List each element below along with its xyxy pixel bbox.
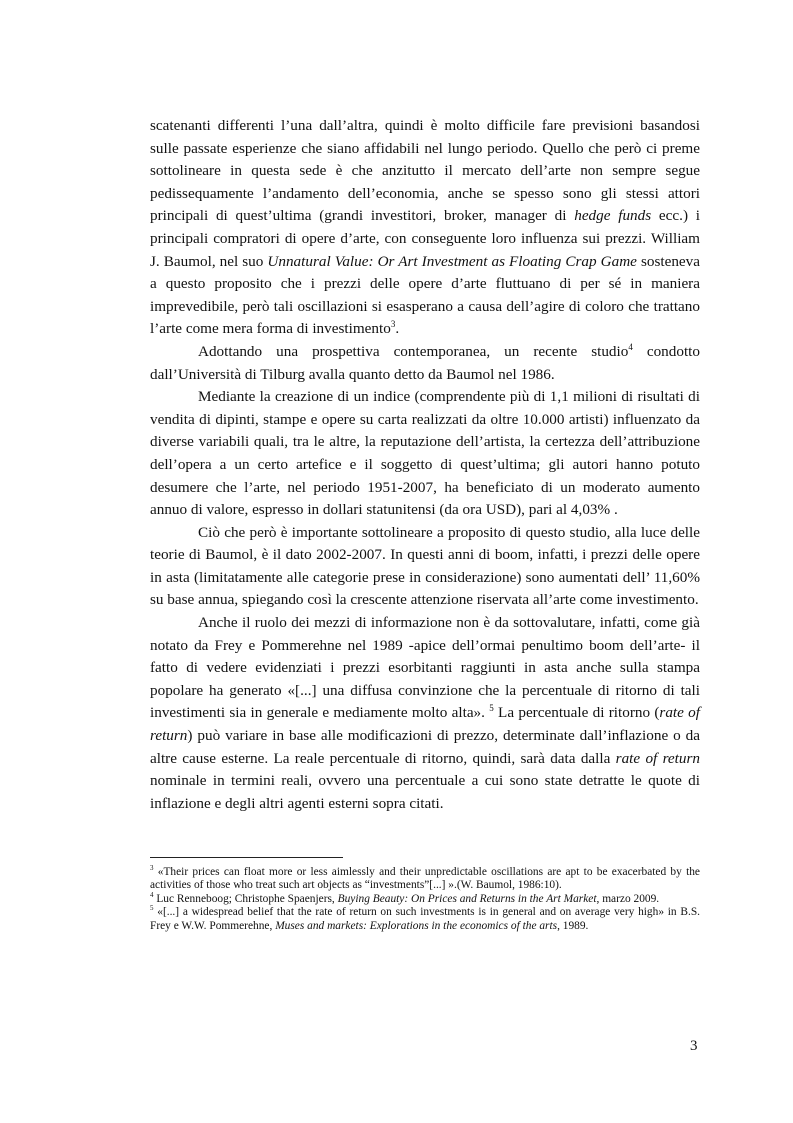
italic-text: rate of return: [615, 749, 700, 767]
footnote-ref: 5: [150, 904, 154, 913]
italic-text: rate of return: [150, 704, 700, 745]
text-run: ecc.) i principali compratori di opere d’arte, con conseguente loro influenza sui prezzi. William J. Baumol, nel suo: [150, 207, 700, 270]
text-run: , 1989.: [557, 919, 589, 932]
footnote: [150, 906, 700, 933]
footnote-ref: 5: [489, 703, 494, 714]
footnote: [150, 866, 700, 893]
text-run: La percentuale di ritorno (: [493, 704, 660, 722]
text-run: condotto dall’Università di Tilburg avalla quanto detto da Baumol nel 1986.: [150, 342, 700, 383]
paragraph: [150, 115, 700, 341]
footnote-ref: 4: [150, 891, 154, 900]
footnotes: [150, 866, 700, 933]
paragraph: [150, 341, 700, 386]
text-run: .: [395, 320, 400, 338]
page-number: 3: [690, 1038, 698, 1054]
footnote-ref: 4: [628, 341, 633, 352]
text-run: «Their prices can float more or less aimlessly and their unpredictable oscillations are apt to be exacerbated by the activities of those who treat such art objects as “investments”[...] ».(W. Baumol, 1986:10).: [150, 866, 700, 892]
italic-text: hedge funds: [574, 207, 652, 225]
text-run: Ciò che però è importante sottolineare a proposito di questo studio, alla luce delle teorie di Baumol, è il dato 2002-2007. In questi anni di boom, infatti, i prezzi delle opere in asta (limitatamente alle categorie prese in considerazione) sono aumentati dell’ 11,60% su base annua, spiegando così la crescente attenzione riservata all’arte come investimento.: [150, 523, 700, 609]
text-run: Luc Renneboog; Christophe Spaenjers,: [153, 892, 338, 905]
text-run: Adottando una prospettiva contemporanea, un recente studio: [198, 342, 629, 360]
text-run: scatenanti differenti l’una dall’altra, quindi è molto difficile fare previsioni basandosi sulle passate esperienze che siano affidabili nel lungo periodo. Quello che però ci preme sottolineare in questa sede è che anzitutto il mercato dell’arte non sempre segue pedissequamente l’andamento dell’economia, anche se spesso sono gli stessi attori principali di quest’ultima (grandi investitori, broker, manager di: [150, 117, 700, 225]
paragraph: [150, 522, 700, 612]
paragraph: [150, 612, 700, 815]
text-run: sosteneva a questo proposito che i prezzi delle opere d’arte fluttuano di per sé in maniera imprevedibile, però tali oscillazioni si esasperano a causa dell’agire di coloro che trattano l’arte come mera forma di investimento: [150, 252, 701, 338]
italic-text: Unnatural Value: Or Art Investment as Floating Crap Game: [267, 252, 637, 270]
text-run: ) può variare in base alle modificazioni di prezzo, determinate dall’inflazione o da altre cause esterne. La reale percentuale di ritorno, quindi, sarà data dalla: [150, 727, 700, 767]
text-run: Mediante la creazione di un indice (comprendente più di 1,1 milioni di risultati di vendita di dipinti, stampe e opere su carta realizzati da oltre 10.000 artisti) influenzato da diverse variabili quali, tra le altre, la reputazione dell’artista, la certezza dell’attribuzione dell’opera a un certo artefice e il soggetto di quest’ultima; gli autori hanno potuto desumere che l’arte, nel periodo 1951-2007, ha beneficiato di un moderato aumento annuo di valore, espresso in dollari statunitensi (da ora USD), pari al 4,03% .: [150, 388, 700, 519]
text-run: , marzo 2009.: [596, 892, 660, 905]
footnote-ref: 3: [390, 319, 396, 330]
italic-text: Buying Beauty: On Prices and Returns in the Art Market: [337, 892, 597, 905]
italic-text: Muses and markets: Explorations in the economics of the arts: [275, 919, 558, 932]
text-run: nominale in termini reali, ovvero una percentuale a cui sono state detratte le quote di inflazione e degli altri agenti esterni sopra citati.: [150, 772, 700, 812]
paragraph: [150, 386, 700, 522]
footnote: [150, 893, 700, 906]
text-run: Anche il ruolo dei mezzi di informazione non è da sottovalutare, infatti, come già notato da Frey e Pommerehne nel 1989 -apice dell’ormai penultimo boom dell’arte- il fatto di vedere evidenziati i prezzi esorbitanti raggiunti in asta anche sulla stampa popolare ha generato «[...] una diffusa convinzione che la percentuale di ritorno di tali investimenti sia in generale e mediamente molto alta».: [150, 614, 700, 722]
body-text: [150, 115, 700, 815]
footnote-ref: 3: [150, 864, 154, 873]
footnote-separator: [150, 857, 343, 858]
text-run: «[...] a widespread belief that the rate of return on such investments is in general and on average very high» in B.S. Frey e W.W. Pommerehne,: [150, 906, 700, 932]
